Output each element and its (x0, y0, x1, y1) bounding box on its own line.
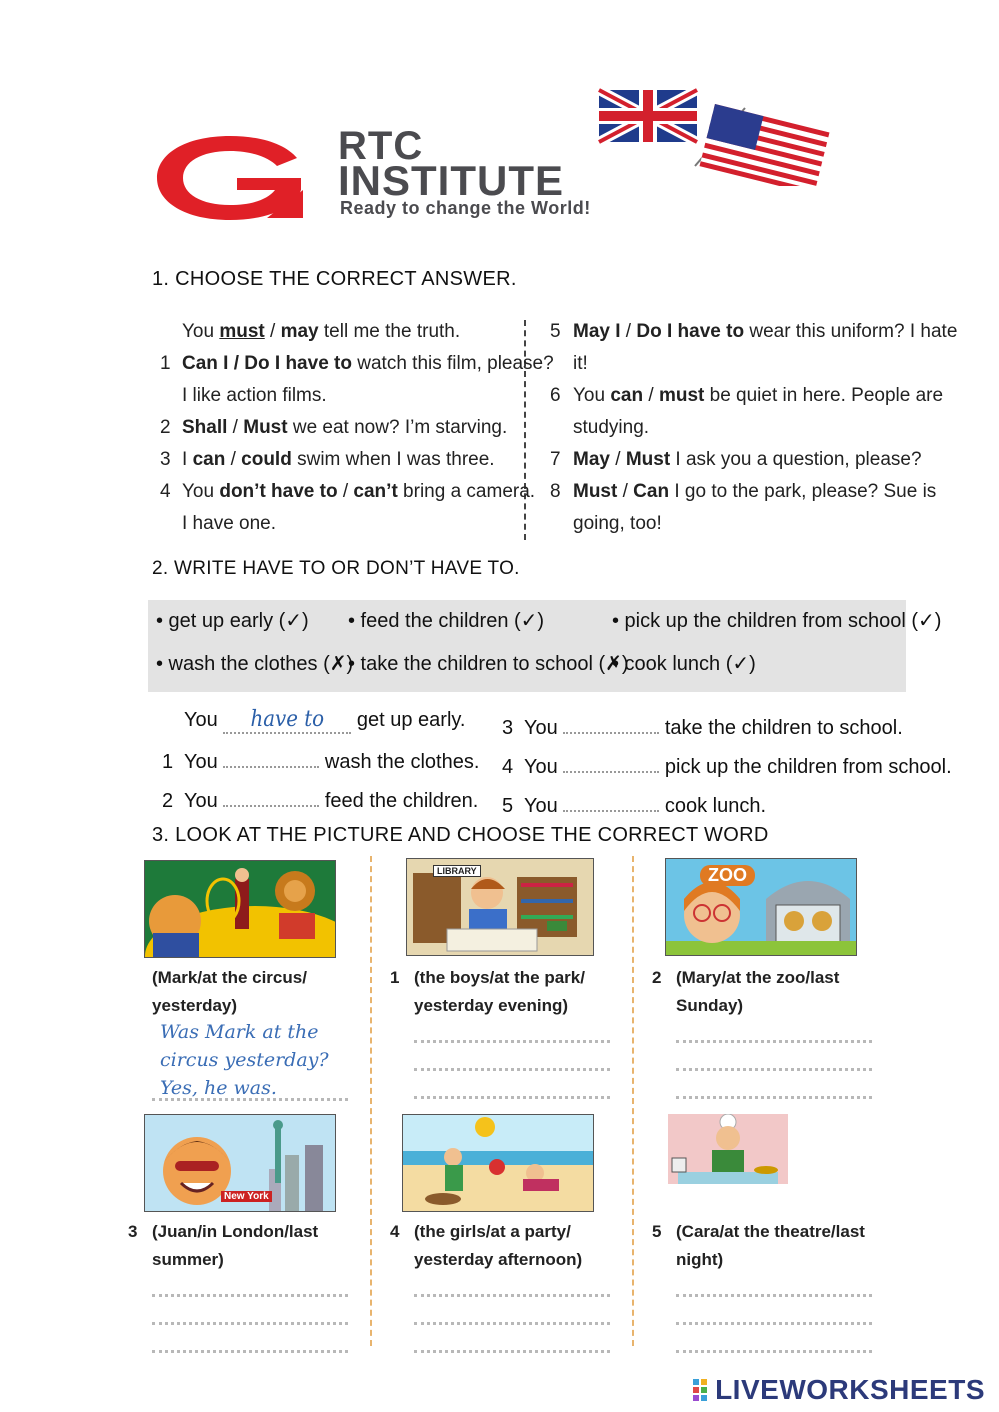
ex2-answer-blank-5[interactable] (563, 790, 659, 812)
ex3-example-answer-line1: Was Mark at the (160, 1021, 319, 1043)
box-item: • wash the clothes (✗) (156, 653, 354, 675)
ex2-answer-blank-4[interactable] (563, 751, 659, 773)
ex2-answer-blank-1[interactable] (223, 746, 319, 768)
ex1-item-7-choice-b[interactable]: Must (625, 449, 671, 470)
ex2-answer-blank-3[interactable] (563, 712, 659, 734)
ex2-item-1: 1 You wash the clothes. (162, 746, 479, 774)
ex1-item-5-choice-b[interactable]: Do I have to (636, 321, 745, 342)
ex1-item-5-choice-a[interactable]: May I (573, 321, 621, 342)
answer-line[interactable] (676, 1350, 872, 1353)
box-item: • get up early (✓) (156, 610, 309, 632)
answer-line[interactable] (414, 1350, 610, 1353)
ex1-item-2-choice-b[interactable]: Must (243, 417, 288, 438)
ex1-item-6: 6 You can / must be quiet in here. People are (550, 385, 944, 406)
ex1-item-8-choice-b[interactable]: Can (633, 481, 670, 502)
ex1-item-6-line2: studying. (573, 417, 650, 438)
ex1-item-2-choice-a[interactable]: Shall (182, 417, 228, 438)
answer-line[interactable] (676, 1322, 872, 1325)
ex1-item-6-choice-a[interactable]: can (610, 385, 644, 406)
answer-line[interactable] (676, 1068, 872, 1071)
answer-line[interactable] (152, 1350, 348, 1353)
ex2-item-5: 5 You cook lunch. (502, 790, 766, 818)
exercise-3-heading: 3. LOOK AT THE PICTURE AND CHOOSE THE CORRECT WORD (152, 824, 769, 846)
library-picture (406, 858, 594, 956)
ex2-example-answer: have to (250, 707, 325, 732)
answer-line[interactable] (414, 1322, 610, 1325)
ex1-item-5-line2: it! (573, 353, 588, 374)
ex1-item-5: 5 May I / Do I have to wear this uniform? I hate (550, 321, 958, 342)
zoo-sign: ZOO (700, 865, 755, 886)
ex1-item-8-choice-a[interactable]: Must (573, 481, 618, 502)
rtc-logo-icon (155, 132, 305, 222)
ex3-example-answer-line3: Yes, he was. (160, 1077, 277, 1099)
ex3-item-3-prompt: 3 (Juan/in London/last summer) (128, 1222, 319, 1269)
brand-name-line1: RTC (338, 124, 424, 168)
ex1-item-7-choice-a[interactable]: May (573, 449, 610, 470)
ex1-item-3-choice-a[interactable]: can (192, 449, 226, 470)
ex1-item-3-choice-b[interactable]: could (241, 449, 292, 470)
exercise-1-heading: 1. CHOOSE THE CORRECT ANSWER. (152, 268, 517, 290)
column-divider (632, 856, 634, 1346)
ex2-item-2: 2 You feed the children. (162, 785, 478, 813)
exercise-2-heading: 2. WRITE HAVE TO OR DON’T HAVE TO. (152, 558, 520, 579)
ex1-item-1-choice[interactable]: Can I / Do I have to (182, 353, 352, 374)
zoo-picture (665, 858, 857, 956)
cooking-picture (668, 1114, 788, 1184)
ex1-item-8-line2: going, too! (573, 513, 662, 534)
liveworksheets-logo: LIVEWORKSHEETS (693, 1374, 985, 1406)
ex1-item-4-choice-b[interactable]: can’t (353, 481, 398, 502)
ex1-item-1: 1 Can I / Do I have to watch this film, please? (160, 353, 554, 374)
box-item: • cook lunch (✓) (612, 653, 756, 675)
ex1-item-3: 3 I can / could swim when I was three. (160, 449, 495, 470)
ex1-item-4: 4 You don’t have to / can’t bring a camera. (160, 481, 536, 502)
ex3-example-answer-line2: circus yesterday? (160, 1049, 329, 1071)
box-item: • pick up the children from school (✓) (612, 610, 942, 632)
answer-line (152, 1098, 348, 1101)
liveworksheets-grid-icon (693, 1379, 715, 1401)
library-sign: LIBRARY (433, 865, 481, 877)
answer-line[interactable] (676, 1040, 872, 1043)
beach-picture (402, 1114, 594, 1212)
new-york-sign: New York (221, 1191, 272, 1202)
column-divider (370, 856, 372, 1346)
brand-tagline: Ready to change the World! (340, 198, 591, 218)
ex2-example: You have to get up early. (184, 707, 466, 732)
ex1-example-answer: must (219, 321, 265, 342)
ex3-item-2-prompt: 2 (Mary/at the zoo/last Sunday) (652, 968, 840, 1015)
answer-line[interactable] (152, 1322, 348, 1325)
ex1-item-4-choice-a[interactable]: don’t have to (219, 481, 338, 502)
answer-line[interactable] (676, 1294, 872, 1297)
answer-line[interactable] (152, 1294, 348, 1297)
circus-picture (144, 860, 336, 958)
ex3-example-prompt: (Mark/at the circus/ yesterday) (152, 968, 307, 1015)
new-york-picture (144, 1114, 336, 1212)
ex3-item-5-prompt: 5 (Cara/at the theatre/last night) (652, 1222, 865, 1269)
ex1-example: You must / may tell me the truth. (182, 321, 461, 342)
answer-line[interactable] (414, 1068, 610, 1071)
ex1-item-4-line2: I have one. (182, 513, 277, 534)
brand-name-line2: INSTITUTE (338, 157, 564, 204)
box-item: • take the children to school (✗) (348, 653, 629, 675)
answer-line[interactable] (676, 1096, 872, 1099)
ex2-item-3: 3 You take the children to school. (502, 712, 903, 740)
ex1-item-8: 8 Must / Can I go to the park, please? Sue is (550, 481, 937, 502)
ex3-item-4-prompt: 4 (the girls/at a party/ yesterday afternoon) (390, 1222, 583, 1269)
ex2-item-4: 4 You pick up the children from school. (502, 751, 952, 779)
answer-line[interactable] (414, 1040, 610, 1043)
answer-line[interactable] (414, 1294, 610, 1297)
ex1-item-1-line2: I like action films. (182, 385, 327, 406)
answer-line[interactable] (414, 1096, 610, 1099)
ex1-item-7: 7 May / Must I ask you a question, please? (550, 449, 922, 470)
ex3-item-1-prompt: 1 (the boys/at the park/ yesterday evening) (390, 968, 585, 1015)
ex1-item-2: 2 Shall / Must we eat now? I’m starving. (160, 417, 508, 438)
ex2-answer-blank-2[interactable] (223, 785, 319, 807)
box-item: • feed the children (✓) (348, 610, 545, 632)
uk-us-flags-icon (595, 86, 845, 186)
ex1-item-6-choice-b[interactable]: must (658, 385, 705, 406)
